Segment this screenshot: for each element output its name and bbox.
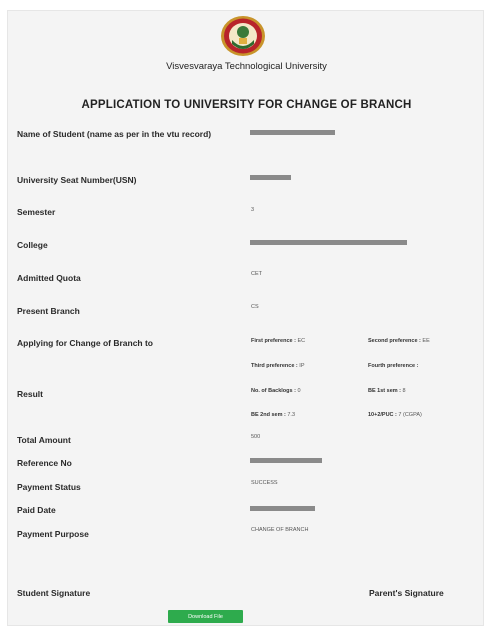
- student-name-label: Name of Student (name as per in the vtu record): [17, 129, 212, 139]
- third-preference-value: IP: [299, 363, 305, 369]
- parent-signature-label: Parent's Signature: [369, 588, 444, 598]
- present-branch-value: CS: [251, 304, 259, 310]
- university-logo: [218, 14, 268, 58]
- first-preference: [251, 338, 305, 344]
- fourth-preference: [368, 363, 418, 369]
- first-sem-value: 8: [402, 388, 406, 394]
- first-preference-label: First preference :: [251, 338, 296, 344]
- student-signature-label: Student Signature: [17, 588, 91, 598]
- admitted-quota-label: Admitted Quota: [17, 273, 81, 283]
- puc-result: [368, 412, 422, 418]
- payment-status-value: SUCCESS: [251, 480, 278, 486]
- second-preference: [368, 338, 430, 344]
- second-sem-label: BE 2nd sem :: [251, 412, 286, 418]
- total-amount-value: 500: [251, 434, 261, 440]
- reference-no-label: Reference No: [17, 458, 72, 468]
- student-name-redacted: [250, 130, 335, 135]
- second-preference-label: Second preference :: [368, 338, 421, 344]
- first-sem-result: [368, 388, 406, 394]
- second-sem-value: 7.3: [287, 412, 296, 418]
- paid-date-redacted: [250, 506, 315, 511]
- second-preference-value: EE: [422, 338, 430, 344]
- page-title: APPLICATION TO UNIVERSITY FOR CHANGE OF BRANCH: [81, 99, 412, 111]
- second-sem-result: [251, 412, 295, 418]
- reference-no-redacted: [250, 458, 322, 463]
- first-preference-value: EC: [297, 338, 306, 344]
- present-branch-label: Present Branch: [17, 306, 80, 316]
- paid-date-label: Paid Date: [17, 505, 56, 515]
- payment-status-label: Payment Status: [17, 482, 81, 492]
- result-label: Result: [17, 389, 43, 399]
- fourth-preference-label: Fourth preference :: [368, 363, 419, 369]
- backlogs-label: No. of Backlogs :: [251, 388, 296, 394]
- third-preference-label: Third preference :: [251, 363, 298, 369]
- usn-label: University Seat Number(USN): [17, 175, 137, 185]
- payment-purpose-value: CHANGE OF BRANCH: [251, 527, 309, 533]
- admitted-quota-value: CET: [251, 271, 262, 277]
- puc-label: 10+2/PUC :: [368, 412, 397, 418]
- usn-redacted: [250, 175, 291, 180]
- third-preference: [251, 363, 305, 369]
- puc-value: 7 (CGPA): [398, 412, 422, 418]
- semester-label: Semester: [17, 207, 56, 217]
- university-name: Visvesvaraya Technological University: [166, 61, 327, 72]
- semester-value: 3: [251, 207, 255, 213]
- college-label: College: [17, 240, 48, 250]
- payment-purpose-label: Payment Purpose: [17, 529, 89, 539]
- download-file-button[interactable]: Download File: [168, 610, 243, 623]
- college-redacted: [250, 240, 407, 245]
- backlogs: [251, 388, 301, 394]
- total-amount-label: Total Amount: [17, 435, 71, 445]
- backlogs-value: 0: [297, 388, 301, 394]
- first-sem-label: BE 1st sem :: [368, 388, 402, 394]
- change-branch-label: Applying for Change of Branch to: [17, 338, 153, 348]
